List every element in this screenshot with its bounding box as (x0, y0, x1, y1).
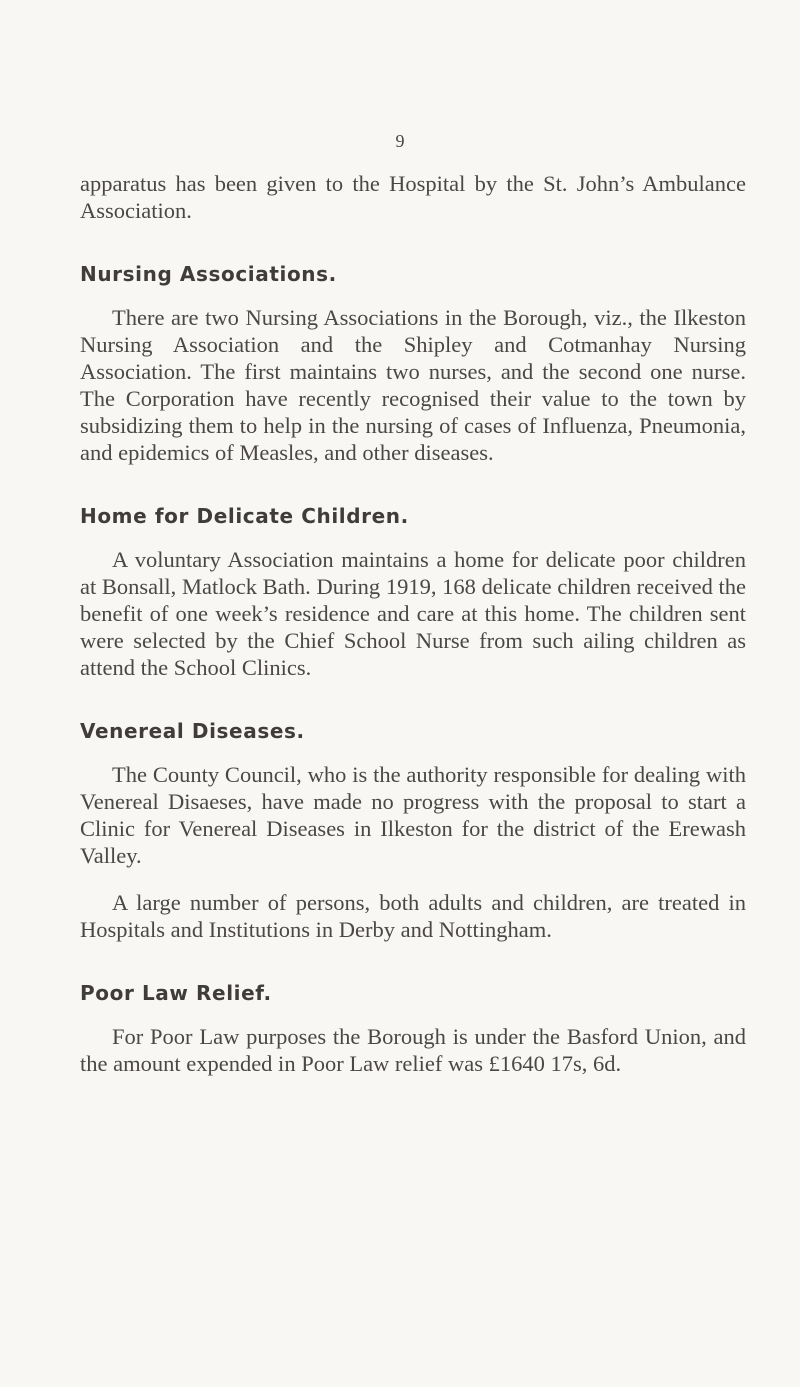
venereal-diseases-paragraph-1: The County Council, who is the authority responsible for dealing with Venereal Disaeses, have made no progress with the proposal to start a Clinic for Venereal Diseases in Ilkeston for the district of the Erewash Valley. (80, 762, 746, 868)
nursing-associations-paragraph: There are two Nursing Associations in the Borough, viz., the Ilkeston Nursing Association and the Shipley and Cotmanhay Nursing Association. The first maintains two nurses, and the second one nurse. The Corporation have recently recognised their value to the town by subsidizing them to help in the nursing of cases of Influenza, Pneumonia, and epidemics of Measles, and other diseases. (80, 305, 746, 465)
poor-law-relief-paragraph: For Poor Law purposes the Borough is under the Basford Union, and the amount expended in Poor Law relief was £1640 17s, 6d. (80, 1024, 746, 1076)
intro-paragraph: apparatus has been given to the Hospital by the St. John’s Ambulance Association. (80, 171, 746, 223)
venereal-diseases-heading: Venereal Diseases. (80, 719, 305, 743)
nursing-associations-heading: Nursing Associations. (80, 262, 337, 286)
page-content (80, 170, 746, 1077)
page-number: 9 (395, 131, 405, 151)
poor-law-relief-heading: Poor Law Relief. (80, 981, 272, 1005)
home-delicate-children-paragraph: A voluntary Association maintains a home for delicate poor children at Bonsall, Matlock Bath. During 1919, 168 delicate children received the benefit of one week’s residence and care at this home. The children sent were selected by the Chief School Nurse from such ailing children as attend the School Clinics. (80, 547, 746, 680)
venereal-diseases-paragraph-2: A large number of persons, both adults and children, are treated in Hospitals and Institutions in Derby and Nottingham. (80, 890, 746, 942)
home-delicate-children-heading: Home for Delicate Children. (80, 504, 409, 528)
